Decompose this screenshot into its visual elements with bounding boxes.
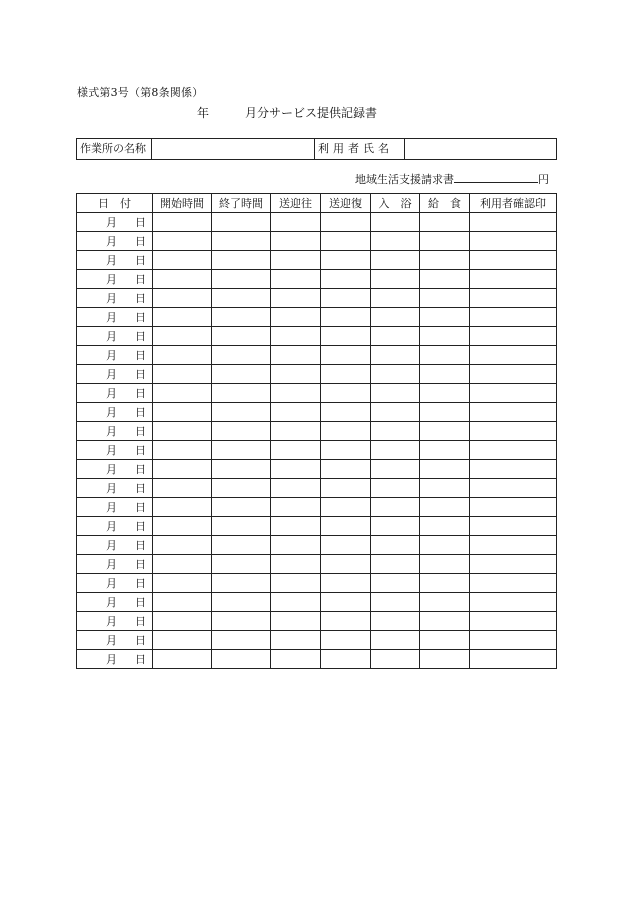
user-seal-cell[interactable]: [470, 479, 557, 498]
user-seal-cell[interactable]: [470, 460, 557, 479]
bath-cell[interactable]: [371, 327, 420, 346]
meal-cell[interactable]: [420, 403, 470, 422]
date-cell[interactable]: [77, 479, 153, 498]
info-table: [76, 138, 557, 160]
log-body: [77, 213, 557, 669]
day-label: 日: [135, 653, 146, 666]
end-time-cell[interactable]: [212, 289, 271, 308]
month-label: 月: [106, 615, 117, 628]
pickup-outbound-cell[interactable]: [271, 650, 321, 669]
request-unit: 円: [538, 173, 549, 186]
request-amount-field[interactable]: [454, 171, 538, 183]
pickup-outbound-cell[interactable]: [271, 441, 321, 460]
month-label: 月: [106, 406, 117, 419]
bath-cell[interactable]: [371, 555, 420, 574]
table-row: [77, 232, 557, 251]
user-seal-cell[interactable]: [470, 441, 557, 460]
table-row: [77, 555, 557, 574]
day-label: 日: [135, 482, 146, 495]
end-time-cell[interactable]: [212, 270, 271, 289]
start-time-cell[interactable]: [153, 270, 212, 289]
user-seal-cell[interactable]: [470, 422, 557, 441]
start-time-cell[interactable]: [153, 422, 212, 441]
table-row: [77, 289, 557, 308]
bath-cell[interactable]: [371, 536, 420, 555]
bath-cell[interactable]: [371, 213, 420, 232]
end-time-cell[interactable]: [212, 251, 271, 270]
col-pickup-outbound: 送迎往: [271, 194, 321, 213]
meal-cell[interactable]: [420, 498, 470, 517]
pickup-outbound-cell[interactable]: [271, 232, 321, 251]
month-label: 月: [106, 520, 117, 533]
day-label: 日: [135, 539, 146, 552]
end-time-cell[interactable]: [212, 593, 271, 612]
table-row: [77, 517, 557, 536]
month-label: 月: [106, 330, 117, 343]
pickup-outbound-cell[interactable]: [271, 346, 321, 365]
bath-cell[interactable]: [371, 593, 420, 612]
pickup-return-cell[interactable]: [321, 232, 371, 251]
bath-cell[interactable]: [371, 308, 420, 327]
user-seal-cell[interactable]: [470, 631, 557, 650]
form-number: 様式第3号（第8条関係）: [77, 86, 204, 99]
meal-cell[interactable]: [420, 650, 470, 669]
bath-cell[interactable]: [371, 289, 420, 308]
date-cell[interactable]: [77, 517, 153, 536]
end-time-cell[interactable]: [212, 308, 271, 327]
meal-cell[interactable]: [420, 327, 470, 346]
end-time-cell[interactable]: [212, 460, 271, 479]
meal-cell[interactable]: [420, 251, 470, 270]
bath-cell[interactable]: [371, 232, 420, 251]
table-row: [77, 631, 557, 650]
request-label: 地域生活支援請求書: [355, 173, 454, 186]
table-row: [77, 479, 557, 498]
pickup-outbound-cell[interactable]: [271, 593, 321, 612]
table-row: [77, 213, 557, 232]
end-time-cell[interactable]: [212, 555, 271, 574]
month-label: 月: [106, 235, 117, 248]
day-label: 日: [135, 254, 146, 267]
bath-cell[interactable]: [371, 498, 420, 517]
date-cell[interactable]: [77, 289, 153, 308]
bath-cell[interactable]: [371, 517, 420, 536]
date-cell[interactable]: [77, 574, 153, 593]
pickup-return-cell[interactable]: [321, 574, 371, 593]
pickup-return-cell[interactable]: [321, 251, 371, 270]
month-label: 月: [106, 463, 117, 476]
day-label: 日: [135, 292, 146, 305]
month-label: 月: [106, 596, 117, 609]
user-seal-cell[interactable]: [470, 555, 557, 574]
end-time-cell[interactable]: [212, 327, 271, 346]
pickup-return-cell[interactable]: [321, 403, 371, 422]
col-start-time: 開始時間: [153, 194, 212, 213]
start-time-cell[interactable]: [153, 650, 212, 669]
day-label: 日: [135, 311, 146, 324]
service-log-table: [76, 193, 557, 669]
date-cell[interactable]: [77, 365, 153, 384]
pickup-return-cell[interactable]: [321, 213, 371, 232]
table-row: [77, 612, 557, 631]
table-row: [77, 498, 557, 517]
date-cell[interactable]: [77, 232, 153, 251]
bath-cell[interactable]: [371, 365, 420, 384]
date-cell[interactable]: [77, 612, 153, 631]
bath-cell[interactable]: [371, 422, 420, 441]
month-label: 月: [106, 216, 117, 229]
pickup-outbound-cell[interactable]: [271, 498, 321, 517]
pickup-outbound-cell[interactable]: [271, 479, 321, 498]
col-user-seal: 利用者確認印: [470, 194, 557, 213]
day-label: 日: [135, 596, 146, 609]
user-seal-cell[interactable]: [470, 365, 557, 384]
user-seal-cell[interactable]: [470, 251, 557, 270]
start-time-cell[interactable]: [153, 574, 212, 593]
pickup-outbound-cell[interactable]: [271, 612, 321, 631]
col-pickup-return: 送迎復: [321, 194, 371, 213]
table-row: [77, 536, 557, 555]
pickup-outbound-cell[interactable]: [271, 631, 321, 650]
table-row: [77, 593, 557, 612]
start-time-cell[interactable]: [153, 612, 212, 631]
date-cell[interactable]: [77, 251, 153, 270]
date-cell[interactable]: [77, 593, 153, 612]
month-label: 月: [106, 254, 117, 267]
pickup-outbound-cell[interactable]: [271, 251, 321, 270]
day-label: 日: [135, 216, 146, 229]
col-bath: 入 浴: [371, 194, 420, 213]
meal-cell[interactable]: [420, 346, 470, 365]
start-time-cell[interactable]: [153, 213, 212, 232]
workplace-field[interactable]: [152, 139, 315, 160]
date-cell[interactable]: [77, 327, 153, 346]
table-row: [77, 384, 557, 403]
meal-cell[interactable]: [420, 289, 470, 308]
day-label: 日: [135, 387, 146, 400]
pickup-return-cell[interactable]: [321, 365, 371, 384]
meal-cell[interactable]: [420, 612, 470, 631]
pickup-return-cell[interactable]: [321, 384, 371, 403]
user-name-field[interactable]: [405, 139, 557, 160]
pickup-return-cell[interactable]: [321, 441, 371, 460]
pickup-return-cell[interactable]: [321, 593, 371, 612]
workplace-label: 作業所の名称: [77, 139, 152, 160]
bath-cell[interactable]: [371, 384, 420, 403]
date-cell[interactable]: [77, 384, 153, 403]
pickup-outbound-cell[interactable]: [271, 289, 321, 308]
day-label: 日: [135, 330, 146, 343]
table-row: [77, 327, 557, 346]
pickup-return-cell[interactable]: [321, 555, 371, 574]
date-cell[interactable]: [77, 270, 153, 289]
start-time-cell[interactable]: [153, 232, 212, 251]
pickup-outbound-cell[interactable]: [271, 460, 321, 479]
end-time-cell[interactable]: [212, 574, 271, 593]
pickup-return-cell[interactable]: [321, 479, 371, 498]
end-time-cell[interactable]: [212, 536, 271, 555]
day-label: 日: [135, 349, 146, 362]
user-seal-cell[interactable]: [470, 346, 557, 365]
day-label: 日: [135, 406, 146, 419]
user-seal-cell[interactable]: [470, 574, 557, 593]
start-time-cell[interactable]: [153, 517, 212, 536]
end-time-cell[interactable]: [212, 612, 271, 631]
pickup-outbound-cell[interactable]: [271, 574, 321, 593]
pickup-return-cell[interactable]: [321, 517, 371, 536]
end-time-cell[interactable]: [212, 422, 271, 441]
bath-cell[interactable]: [371, 441, 420, 460]
start-time-cell[interactable]: [153, 631, 212, 650]
start-time-cell[interactable]: [153, 346, 212, 365]
day-label: 日: [135, 615, 146, 628]
header-row: [77, 194, 557, 213]
col-end-time: 終了時間: [212, 194, 271, 213]
table-row: [77, 574, 557, 593]
meal-cell[interactable]: [420, 232, 470, 251]
pickup-return-cell[interactable]: [321, 422, 371, 441]
end-time-cell[interactable]: [212, 479, 271, 498]
month-label: 月: [106, 425, 117, 438]
pickup-return-cell[interactable]: [321, 346, 371, 365]
start-time-cell[interactable]: [153, 365, 212, 384]
start-time-cell[interactable]: [153, 289, 212, 308]
user-seal-cell[interactable]: [470, 270, 557, 289]
pickup-return-cell[interactable]: [321, 270, 371, 289]
meal-cell[interactable]: [420, 270, 470, 289]
month-label: 月: [106, 634, 117, 647]
table-row: [77, 460, 557, 479]
meal-cell[interactable]: [420, 422, 470, 441]
meal-cell[interactable]: [420, 574, 470, 593]
month-label: 月: [106, 444, 117, 457]
pickup-outbound-cell[interactable]: [271, 422, 321, 441]
end-time-cell[interactable]: [212, 365, 271, 384]
day-label: 日: [135, 520, 146, 533]
month-label: 月: [106, 368, 117, 381]
start-time-cell[interactable]: [153, 308, 212, 327]
month-label: 月: [106, 653, 117, 666]
date-cell[interactable]: [77, 536, 153, 555]
month-label: 月: [106, 539, 117, 552]
meal-cell[interactable]: [420, 213, 470, 232]
meal-cell[interactable]: [420, 536, 470, 555]
start-time-cell[interactable]: [153, 460, 212, 479]
user-seal-cell[interactable]: [470, 308, 557, 327]
date-cell[interactable]: [77, 213, 153, 232]
day-label: 日: [135, 501, 146, 514]
bath-cell[interactable]: [371, 574, 420, 593]
day-label: 日: [135, 463, 146, 476]
table-row: [77, 365, 557, 384]
col-meal: 給 食: [420, 194, 470, 213]
day-label: 日: [135, 425, 146, 438]
pickup-return-cell[interactable]: [321, 650, 371, 669]
end-time-cell[interactable]: [212, 650, 271, 669]
user-seal-cell[interactable]: [470, 403, 557, 422]
bath-cell[interactable]: [371, 346, 420, 365]
table-row: [77, 270, 557, 289]
pickup-return-cell[interactable]: [321, 498, 371, 517]
user-seal-cell[interactable]: [470, 517, 557, 536]
end-time-cell[interactable]: [212, 517, 271, 536]
date-cell[interactable]: [77, 403, 153, 422]
table-row: [77, 346, 557, 365]
bath-cell[interactable]: [371, 251, 420, 270]
table-row: [77, 308, 557, 327]
month-label: 月: [106, 273, 117, 286]
pickup-outbound-cell[interactable]: [271, 517, 321, 536]
end-time-cell[interactable]: [212, 213, 271, 232]
pickup-outbound-cell[interactable]: [271, 555, 321, 574]
bath-cell[interactable]: [371, 631, 420, 650]
bath-cell[interactable]: [371, 403, 420, 422]
user-seal-cell[interactable]: [470, 213, 557, 232]
date-cell[interactable]: [77, 631, 153, 650]
meal-cell[interactable]: [420, 517, 470, 536]
day-label: 日: [135, 577, 146, 590]
day-label: 日: [135, 235, 146, 248]
month-label: 月: [106, 349, 117, 362]
request-amount: [355, 171, 549, 187]
bath-cell[interactable]: [371, 612, 420, 631]
table-row: [77, 251, 557, 270]
pickup-return-cell[interactable]: [321, 536, 371, 555]
meal-cell[interactable]: [420, 441, 470, 460]
user-seal-cell[interactable]: [470, 498, 557, 517]
user-seal-cell[interactable]: [470, 593, 557, 612]
end-time-cell[interactable]: [212, 346, 271, 365]
user-seal-cell[interactable]: [470, 650, 557, 669]
month-label: 月: [106, 311, 117, 324]
pickup-outbound-cell[interactable]: [271, 384, 321, 403]
day-label: 日: [135, 558, 146, 571]
pickup-return-cell[interactable]: [321, 460, 371, 479]
meal-cell[interactable]: [420, 593, 470, 612]
table-row: [77, 650, 557, 669]
meal-cell[interactable]: [420, 365, 470, 384]
bath-cell[interactable]: [371, 479, 420, 498]
day-label: 日: [135, 444, 146, 457]
pickup-outbound-cell[interactable]: [271, 536, 321, 555]
pickup-outbound-cell[interactable]: [271, 365, 321, 384]
month-label: 月: [106, 482, 117, 495]
start-time-cell[interactable]: [153, 441, 212, 460]
start-time-cell[interactable]: [153, 593, 212, 612]
date-cell[interactable]: [77, 460, 153, 479]
user-seal-cell[interactable]: [470, 384, 557, 403]
user-seal-cell[interactable]: [470, 232, 557, 251]
title-text: 月分サービス提供記録書: [245, 106, 378, 120]
end-time-cell[interactable]: [212, 631, 271, 650]
month-label: 月: [106, 387, 117, 400]
user-seal-cell[interactable]: [470, 327, 557, 346]
table-row: [77, 422, 557, 441]
pickup-return-cell[interactable]: [321, 612, 371, 631]
month-label: 月: [106, 292, 117, 305]
bath-cell[interactable]: [371, 650, 420, 669]
date-cell[interactable]: [77, 441, 153, 460]
meal-cell[interactable]: [420, 479, 470, 498]
bath-cell[interactable]: [371, 460, 420, 479]
user-name-label: 利用者氏名: [315, 139, 405, 160]
end-time-cell[interactable]: [212, 498, 271, 517]
month-label: 月: [106, 501, 117, 514]
pickup-outbound-cell[interactable]: [271, 327, 321, 346]
start-time-cell[interactable]: [153, 498, 212, 517]
meal-cell[interactable]: [420, 555, 470, 574]
col-date: 日 付: [77, 194, 153, 213]
pickup-outbound-cell[interactable]: [271, 270, 321, 289]
end-time-cell[interactable]: [212, 441, 271, 460]
start-time-cell[interactable]: [153, 479, 212, 498]
date-cell[interactable]: [77, 308, 153, 327]
date-cell[interactable]: [77, 498, 153, 517]
start-time-cell[interactable]: [153, 536, 212, 555]
date-cell[interactable]: [77, 650, 153, 669]
meal-cell[interactable]: [420, 460, 470, 479]
start-time-cell[interactable]: [153, 403, 212, 422]
day-label: 日: [135, 273, 146, 286]
table-row: [77, 441, 557, 460]
user-seal-cell[interactable]: [470, 612, 557, 631]
meal-cell[interactable]: [420, 384, 470, 403]
pickup-return-cell[interactable]: [321, 327, 371, 346]
date-cell[interactable]: [77, 555, 153, 574]
end-time-cell[interactable]: [212, 232, 271, 251]
meal-cell[interactable]: [420, 631, 470, 650]
day-label: 日: [135, 634, 146, 647]
pickup-outbound-cell[interactable]: [271, 403, 321, 422]
end-time-cell[interactable]: [212, 403, 271, 422]
pickup-outbound-cell[interactable]: [271, 308, 321, 327]
start-time-cell[interactable]: [153, 384, 212, 403]
start-time-cell[interactable]: [153, 327, 212, 346]
title-year-label: 年: [197, 106, 210, 120]
user-seal-cell[interactable]: [470, 536, 557, 555]
pickup-return-cell[interactable]: [321, 308, 371, 327]
meal-cell[interactable]: [420, 308, 470, 327]
start-time-cell[interactable]: [153, 251, 212, 270]
day-label: 日: [135, 368, 146, 381]
month-label: 月: [106, 558, 117, 571]
pickup-return-cell[interactable]: [321, 631, 371, 650]
table-row: [77, 403, 557, 422]
bath-cell[interactable]: [371, 270, 420, 289]
date-cell[interactable]: [77, 422, 153, 441]
pickup-return-cell[interactable]: [321, 289, 371, 308]
month-label: 月: [106, 577, 117, 590]
pickup-outbound-cell[interactable]: [271, 213, 321, 232]
user-seal-cell[interactable]: [470, 289, 557, 308]
date-cell[interactable]: [77, 346, 153, 365]
start-time-cell[interactable]: [153, 555, 212, 574]
end-time-cell[interactable]: [212, 384, 271, 403]
